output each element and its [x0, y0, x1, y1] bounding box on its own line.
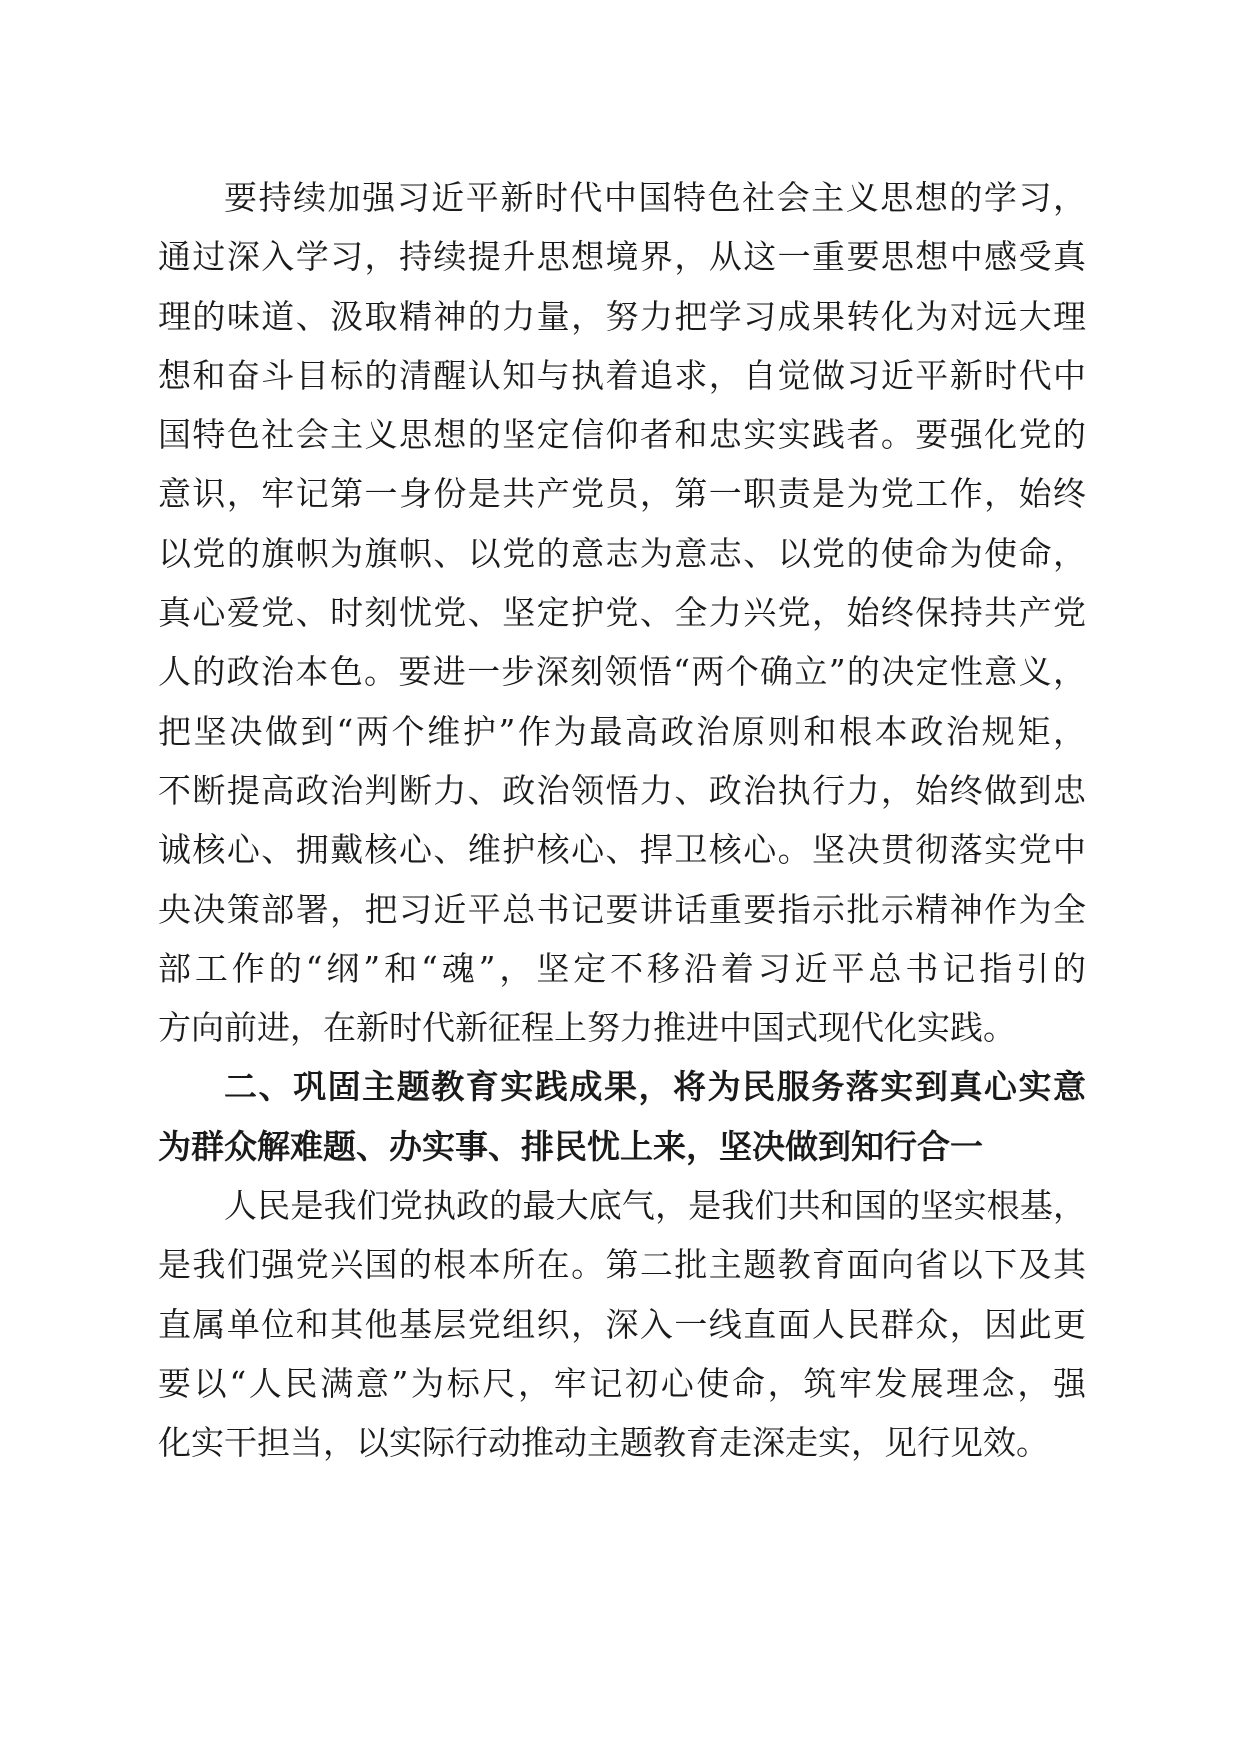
- paragraph-1-line-7: 以党的旗帜为旗帜、以党的意志为意志、以党的使命为使命，: [158, 533, 1086, 573]
- paragraph-1-line-14: 部工作的“纲”和“魂”，坚定不移沿着习近平总书记指引的: [158, 948, 1086, 988]
- paragraph-2-line-3: 直属单位和其他基层党组织，深入一线直面人民群众，因此更: [158, 1304, 1086, 1344]
- paragraph-1-line-6: 意识，牢记第一身份是共产党员，第一职责是为党工作，始终: [158, 474, 1086, 514]
- paragraph-1-line-5: 国特色社会主义思想的坚定信仰者和忠实实践者。要强化党的: [158, 415, 1086, 455]
- paragraph-1-line-12: 诚核心、拥戴核心、维护核心、捍卫核心。坚决贯彻落实党中: [158, 830, 1086, 870]
- paragraph-1-line-3: 理的味道、汲取精神的力量，努力把学习成果转化为对远大理: [158, 296, 1086, 336]
- paragraph-1-line-11: 不断提高政治判断力、政治领悟力、政治执行力，始终做到忠: [158, 770, 1086, 810]
- section-heading-line-2: 为群众解难题、办实事、排民忧上来，坚决做到知行合一: [158, 1126, 983, 1166]
- paragraph-1-line-4: 想和奋斗目标的清醒认知与执着追求，自觉做习近平新时代中: [158, 355, 1086, 395]
- paragraph-1-line-2: 通过深入学习，持续提升思想境界，从这一重要思想中感受真: [158, 237, 1086, 277]
- paragraph-2-line-4: 要以“人民满意”为标尺，牢记初心使命，筑牢发展理念，强: [158, 1363, 1086, 1403]
- paragraph-1-line-9: 人的政治本色。要进一步深刻领悟“两个确立”的决定性意义，: [158, 652, 1086, 692]
- section-heading-line-1: 二、巩固主题教育实践成果，将为民服务落实到真心实意: [224, 1067, 1086, 1107]
- paragraph-1-line-15: 方向前进，在新时代新征程上努力推进中国式现代化实践。: [158, 1008, 1016, 1048]
- paragraph-1-line-8: 真心爱党、时刻忧党、坚定护党、全力兴党，始终保持共产党: [158, 593, 1086, 633]
- paragraph-2-line-2: 是我们强党兴国的根本所在。第二批主题教育面向省以下及其: [158, 1245, 1086, 1285]
- paragraph-1-line-13: 央决策部署，把习近平总书记要讲话重要指示批示精神作为全: [158, 889, 1086, 929]
- paragraph-1-line-1: 要持续加强习近平新时代中国特色社会主义思想的学习，: [224, 178, 1086, 217]
- paragraph-1-line-10: 把坚决做到“两个维护”作为最高政治原则和根本政治规矩，: [158, 711, 1086, 751]
- paragraph-2-line-5: 化实干担当，以实际行动推动主题教育走深走实，见行见效。: [158, 1423, 1049, 1463]
- paragraph-2-line-1: 人民是我们党执政的最大底气，是我们共和国的坚实根基，: [224, 1186, 1086, 1226]
- document-body: [158, 178, 1086, 1483]
